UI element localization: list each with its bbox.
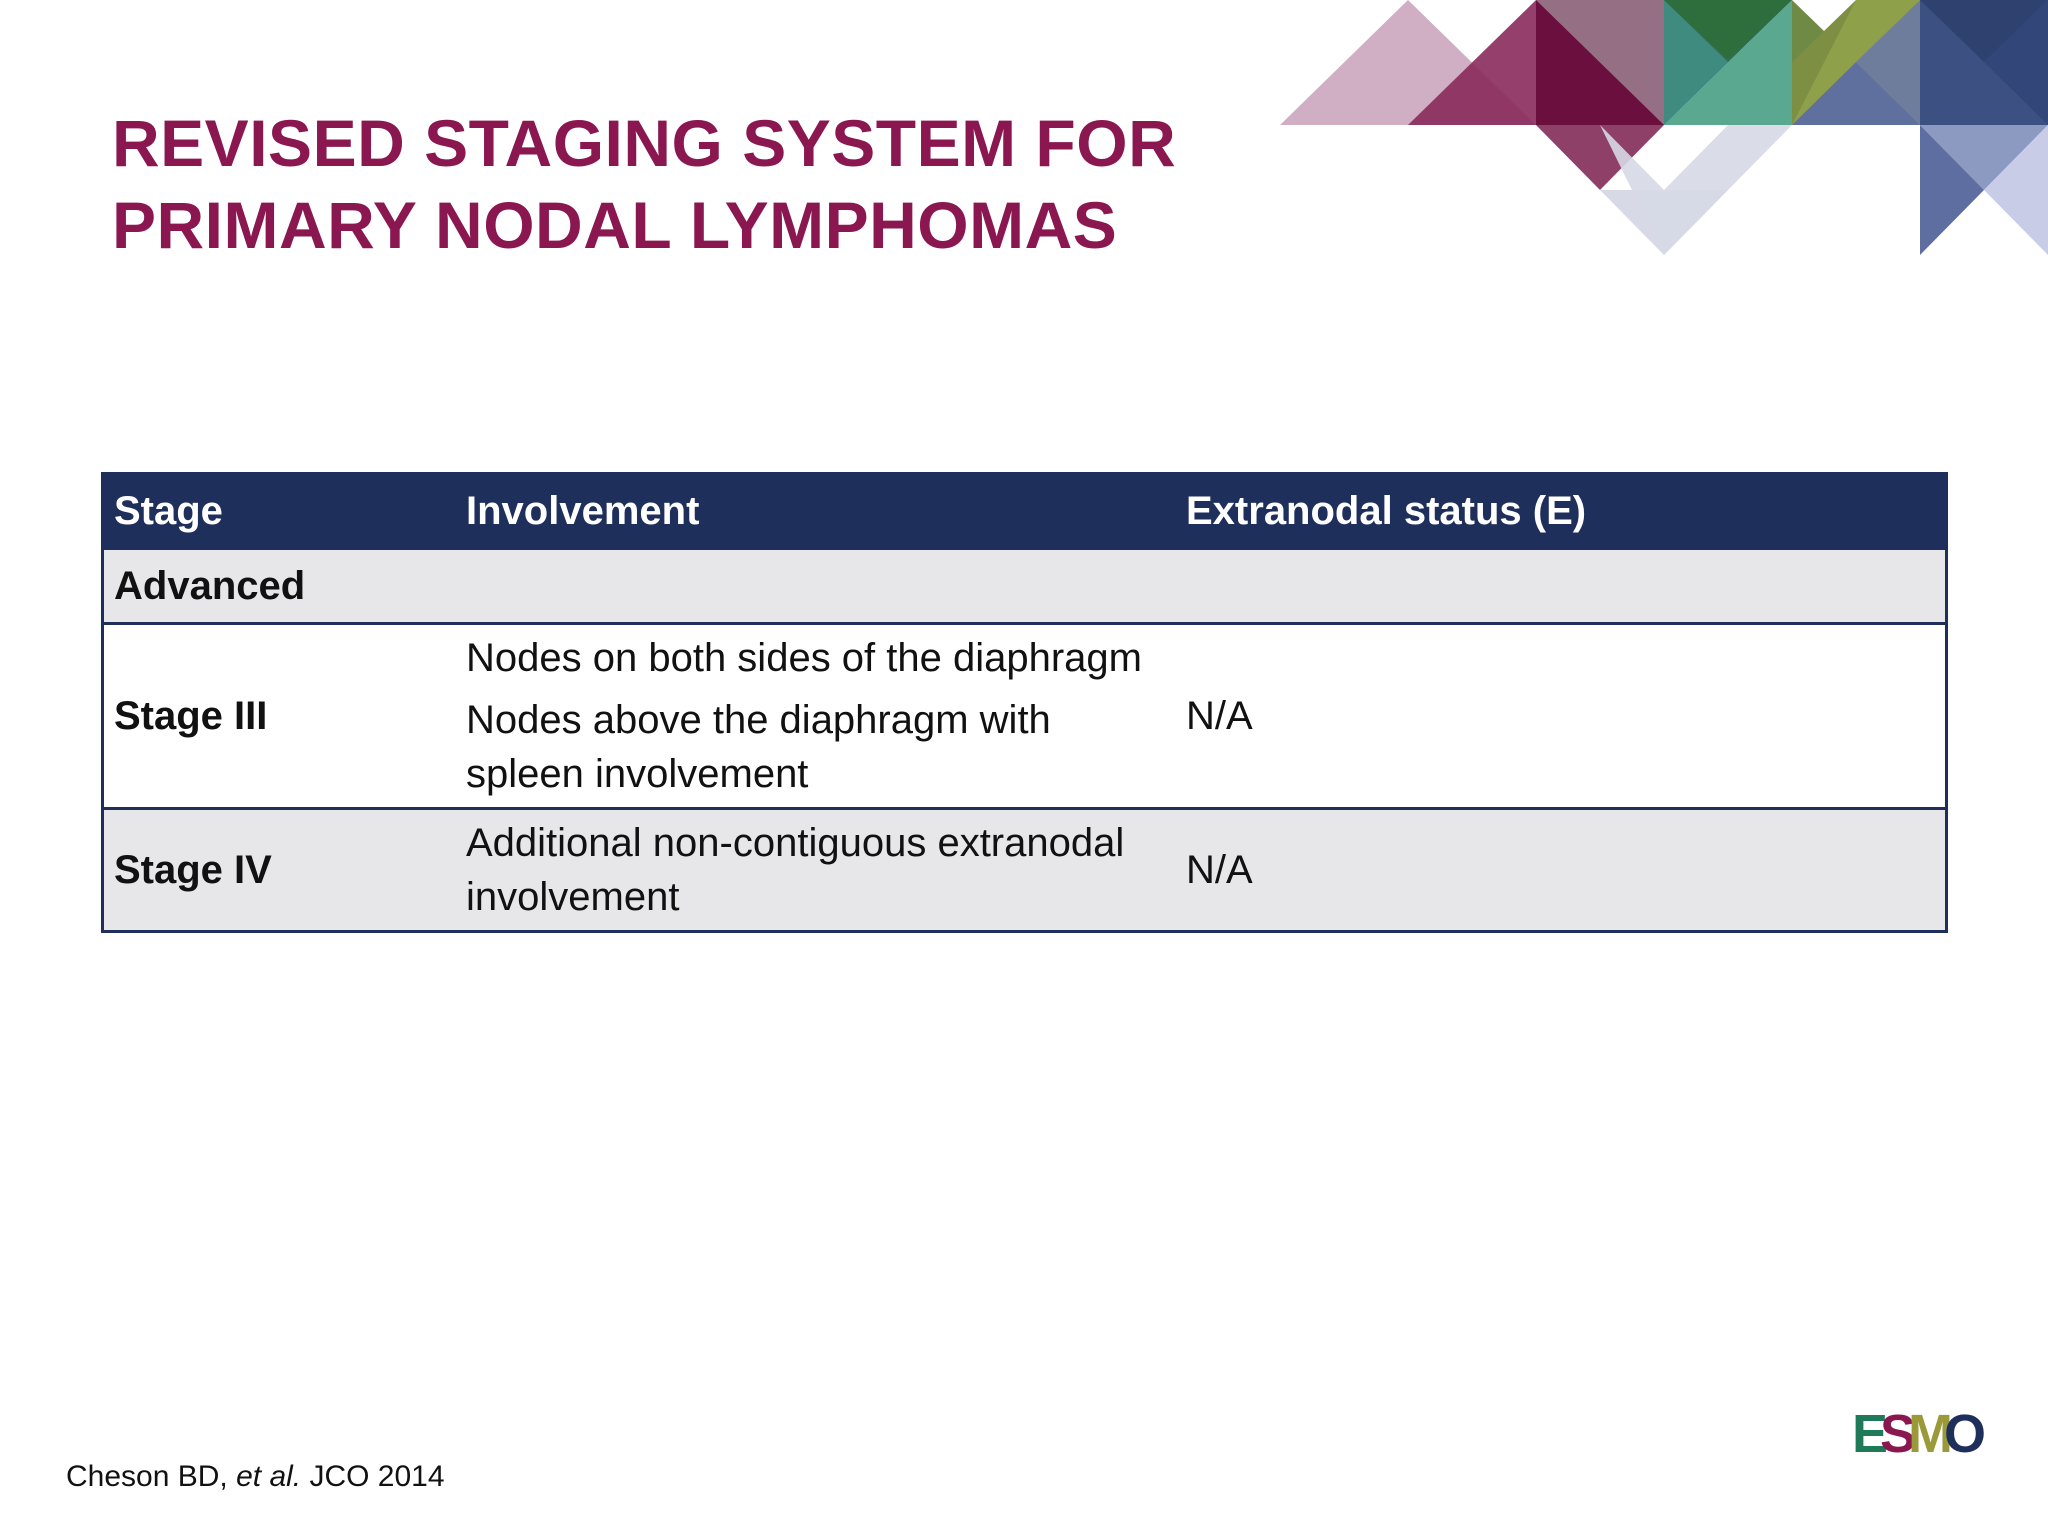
- group-row-advanced: [103, 549, 1947, 624]
- involvement-line: Nodes above the diaphragm with spleen involvement: [466, 698, 1051, 796]
- svg-text:S: S: [1880, 1404, 1917, 1464]
- stage-cell: Stage III: [103, 624, 457, 809]
- citation-journal: JCO 2014: [301, 1460, 445, 1493]
- group-label: Advanced: [103, 549, 1947, 624]
- extranodal-cell: N/A: [1176, 624, 1947, 809]
- staging-table: [101, 472, 1948, 933]
- slide-title: [112, 102, 1292, 266]
- extranodal-cell: N/A: [1176, 809, 1947, 932]
- svg-text:M: M: [1908, 1404, 1953, 1464]
- header-stage: Stage: [103, 474, 457, 549]
- stage-cell: Stage IV: [103, 809, 457, 932]
- involvement-line: Nodes on both sides of the diaphragm: [466, 636, 1142, 680]
- table-row-stage-iii: [103, 624, 1947, 809]
- involvement-cell: [456, 809, 1176, 932]
- esmo-logo: [1852, 1402, 1987, 1464]
- header-extranodal-status: Extranodal status (E): [1176, 474, 1947, 549]
- citation-et-al: et al.: [236, 1460, 302, 1493]
- slide-title-line-2: PRIMARY NODAL LYMPHOMAS: [112, 188, 1118, 262]
- citation-authors: Cheson BD,: [66, 1460, 237, 1493]
- header-involvement: Involvement: [456, 474, 1176, 549]
- involvement-line: Additional non-contiguous extranodal involvement: [466, 821, 1125, 919]
- citation: [66, 1460, 445, 1494]
- table-row-stage-iv: [103, 809, 1947, 932]
- involvement-cell: [456, 624, 1176, 809]
- table-header-row: [103, 474, 1947, 549]
- svg-text:O: O: [1944, 1404, 1987, 1464]
- svg-text:E: E: [1852, 1404, 1889, 1464]
- slide-title-line-1: REVISED STAGING SYSTEM FOR: [112, 106, 1177, 180]
